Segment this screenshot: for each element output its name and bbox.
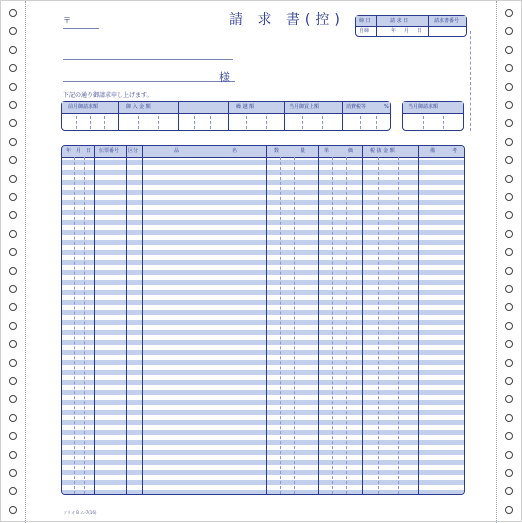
feed-hole	[505, 340, 513, 348]
table-row-stripe	[62, 480, 464, 485]
previous-balance-header: 前月御請求額	[68, 104, 99, 110]
postal-mark: 〒	[63, 16, 71, 25]
table-row-stripe	[62, 220, 464, 225]
table-row-stripe	[62, 340, 464, 345]
feed-hole	[505, 303, 513, 311]
table-row-stripe	[62, 230, 464, 235]
feed-hole	[9, 506, 17, 514]
table-row-stripe	[62, 200, 464, 205]
feed-hole	[9, 64, 17, 72]
col-category-header: 区分	[128, 148, 139, 154]
table-row-stripe	[62, 280, 464, 285]
date-year-label: 年	[391, 28, 397, 34]
feed-hole	[505, 322, 513, 330]
col-remarks-header-1: 備	[430, 148, 436, 154]
feed-hole	[505, 395, 513, 403]
date-day-label: 日	[417, 28, 423, 34]
table-row-stripe	[62, 240, 464, 245]
feed-hole	[9, 230, 17, 238]
recipient-suffix: 様	[219, 71, 230, 84]
table-row-stripe	[62, 160, 464, 165]
feed-hole	[9, 267, 17, 275]
table-row-stripe	[62, 400, 464, 405]
table-row-stripe	[62, 270, 464, 275]
feed-hole	[9, 322, 17, 330]
feed-hole	[505, 230, 513, 238]
feed-hole	[505, 83, 513, 91]
feed-hole	[9, 285, 17, 293]
date-month-label: 月	[404, 28, 410, 34]
col-unit-price-header-1: 単	[324, 148, 330, 154]
feed-hole	[505, 248, 513, 256]
invoice-date-header: 請 求 日	[390, 18, 409, 24]
recipient-name-line	[63, 81, 235, 82]
col-month-header: 月	[76, 148, 82, 154]
feed-hole	[505, 285, 513, 293]
col-amount-header: 税 抜 金 額	[370, 148, 395, 154]
tax-percent-label: %	[384, 104, 389, 110]
table-row-stripe	[62, 290, 464, 295]
feed-hole	[9, 451, 17, 459]
table-row-stripe	[62, 410, 464, 415]
feed-hole	[505, 469, 513, 477]
feed-hole	[505, 451, 513, 459]
col-item-header-2: 名	[232, 148, 238, 154]
left-tractor-feed-strip	[1, 1, 26, 523]
feed-hole	[9, 175, 17, 183]
col-quantity-header-2: 量	[300, 148, 306, 154]
document-title: 請 求 書(控)	[229, 12, 345, 28]
billing-note: 下記の通り御請求申し上げます。	[63, 92, 153, 99]
feed-hole	[505, 267, 513, 275]
table-row-stripe	[62, 320, 464, 325]
col-year-header: 年	[66, 148, 72, 154]
table-row-stripe	[62, 300, 464, 305]
feed-hole	[505, 506, 513, 514]
current-purchases-header: 当月御買上額	[289, 104, 320, 110]
issue-info-box	[355, 15, 467, 37]
feed-hole	[505, 193, 513, 201]
feed-hole	[9, 156, 17, 164]
feed-hole	[505, 359, 513, 367]
feed-hole	[9, 211, 17, 219]
feed-hole	[505, 432, 513, 440]
table-row-stripe	[62, 250, 464, 255]
summary-box	[61, 101, 391, 131]
table-row-stripe	[62, 380, 464, 385]
consumption-tax-header: 消費税等	[346, 104, 367, 110]
table-row-stripe	[62, 370, 464, 375]
feed-hole	[9, 27, 17, 35]
feed-hole	[9, 303, 17, 311]
table-row-stripe	[62, 450, 464, 455]
table-row-stripe	[62, 170, 464, 175]
col-day-header: 日	[86, 148, 92, 154]
table-row-stripe	[62, 310, 464, 315]
table-row-stripe	[62, 180, 464, 185]
closing-date-label: 自締	[359, 28, 370, 34]
table-row-stripe	[62, 190, 464, 195]
feed-hole	[505, 175, 513, 183]
feed-hole	[505, 101, 513, 109]
invoice-number-header: 請求書番号	[434, 18, 460, 24]
feed-hole	[9, 414, 17, 422]
postal-code-line	[63, 28, 99, 29]
feed-hole	[9, 9, 17, 17]
table-row-stripe	[62, 390, 464, 395]
total-box	[402, 101, 464, 131]
right-perforation-guide	[470, 31, 471, 131]
col-item-header-1: 品	[174, 148, 180, 154]
feed-hole	[505, 138, 513, 146]
table-row-stripe	[62, 210, 464, 215]
table-row-stripe	[62, 420, 464, 425]
feed-hole	[9, 395, 17, 403]
carryover-header: 繰 越 額	[236, 104, 255, 110]
table-row-stripe	[62, 440, 464, 445]
table-row-stripe	[62, 460, 464, 465]
feed-hole	[9, 340, 17, 348]
col-remarks-header-2: 考	[452, 148, 458, 154]
col-slip-number-header: 伝票番号	[99, 148, 120, 154]
feed-hole	[505, 119, 513, 127]
feed-hole	[9, 83, 17, 91]
right-tractor-feed-strip	[496, 1, 521, 523]
feed-hole	[9, 248, 17, 256]
table-row-stripe	[62, 350, 464, 355]
feed-hole	[9, 359, 17, 367]
feed-hole	[9, 377, 17, 385]
feed-hole	[9, 101, 17, 109]
feed-hole	[505, 27, 513, 35]
feed-hole	[9, 46, 17, 54]
item-table	[61, 145, 465, 495]
feed-hole	[9, 193, 17, 201]
feed-hole	[9, 138, 17, 146]
feed-hole	[505, 377, 513, 385]
address-line	[63, 59, 233, 60]
feed-hole	[505, 156, 513, 164]
feed-hole	[505, 46, 513, 54]
table-row-stripe	[62, 360, 464, 365]
col-unit-price-header-2: 価	[348, 148, 354, 154]
feed-hole	[9, 119, 17, 127]
current-total-header: 当月御請求額	[408, 104, 439, 110]
feed-hole	[505, 487, 513, 495]
table-row-stripe	[62, 260, 464, 265]
feed-hole	[9, 469, 17, 477]
feed-hole	[505, 64, 513, 72]
form-code-stamp: ソリオ B ム-7(16)	[63, 510, 97, 515]
payment-received-header: 御 入 金 額	[126, 104, 151, 110]
table-row-stripe	[62, 330, 464, 335]
feed-hole	[505, 9, 513, 17]
col-quantity-header-1: 数	[274, 148, 280, 154]
feed-hole	[9, 487, 17, 495]
feed-hole	[505, 211, 513, 219]
table-row-stripe	[62, 430, 464, 435]
table-row-stripe	[62, 490, 464, 495]
table-row-stripe	[62, 470, 464, 475]
closing-day-header: 締 日	[359, 18, 371, 24]
feed-hole	[505, 414, 513, 422]
feed-hole	[9, 432, 17, 440]
